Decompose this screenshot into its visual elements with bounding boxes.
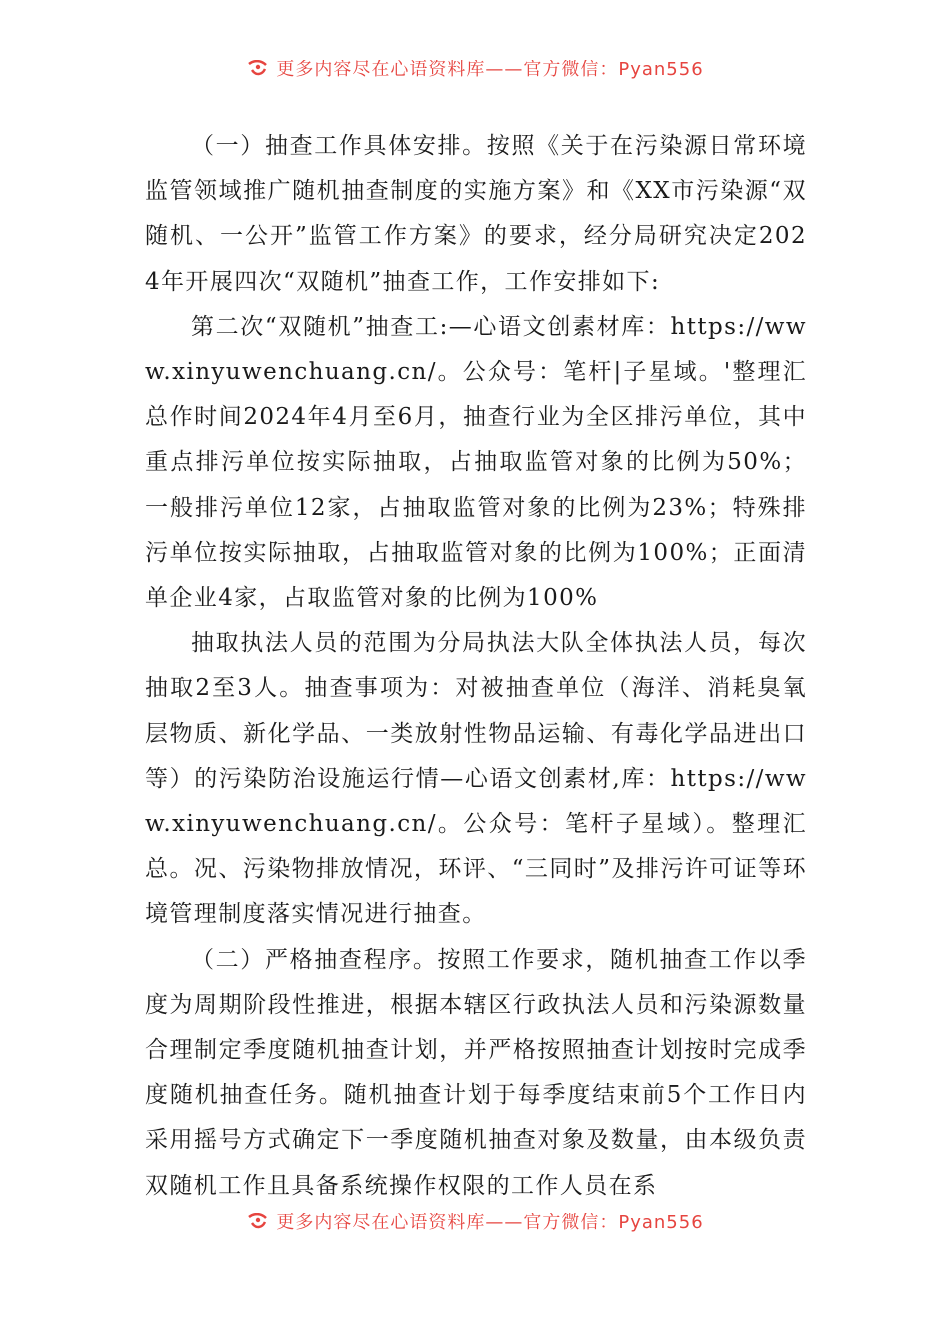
- header-watermark: [0, 60, 950, 86]
- paragraph: （一）抽查工作具体安排。按照《关于在污染源日常环境监管领域推广随机抽查制度的实施方案》和《XX市污染源“双随机、一公开”监管工作方案》的要求，经分局研究决定2024年开展四次“双随机”抽查工作，工作安排如下:: [145, 133, 807, 295]
- watermark-text: 更多内容尽在心语资料库——官方微信：Pyan556: [276, 60, 704, 80]
- document-body: [145, 124, 807, 1209]
- brand-logo-icon: [246, 60, 270, 80]
- footer-watermark: [0, 1213, 950, 1239]
- paragraph: 第二次“双随机”抽查工:—心语文创素材库：https://www.xinyuwenchuang.cn/。公众号：笔杆|子星域。'整理汇总作时间2024年4月至6月，抽查行业为全区排污单位，其中重点排污单位按实际抽取，占抽取监管对象的比例为50%；一般排污单位12家，占抽取监管对象的比例为23%；特殊排污单位按实际抽取，占抽取监管对象的比例为100%；正面清单企业4家，占取监管对象的比例为100%: [145, 313, 807, 612]
- paragraph: （二）严格抽查程序。按照工作要求，随机抽查工作以季度为周期阶段性推进，根据本辖区行政执法人员和污染源数量合理制定季度随机抽查计划，并严格按照抽查计划按时完成季度随机抽查任务。随机抽查计划于每季度结束前5个工作日内采用摇号方式确定下一季度随机抽查对象及数量，由本级负责双随机工作且具备系统操作权限的工作人员在系: [145, 946, 807, 1199]
- paragraph: 抽取执法人员的范围为分局执法大队全体执法人员，每次抽取2至3人。抽查事项为：对被抽查单位（海洋、消耗臭氧层物质、新化学品、一类放射性物品运输、有毒化学品进出口等）的污染防治设施运行情—心语文创素材,库：https://www.xinyuwenchuang.cn/。公众号：笔杆子星域）。整理汇总。况、污染物排放情况，环评、“三同时”及排污许可证等环境管理制度落实情况进行抽查。: [145, 630, 807, 928]
- watermark-text: 更多内容尽在心语资料库——官方微信：Pyan556: [276, 1213, 704, 1233]
- brand-logo-icon: [246, 1213, 270, 1233]
